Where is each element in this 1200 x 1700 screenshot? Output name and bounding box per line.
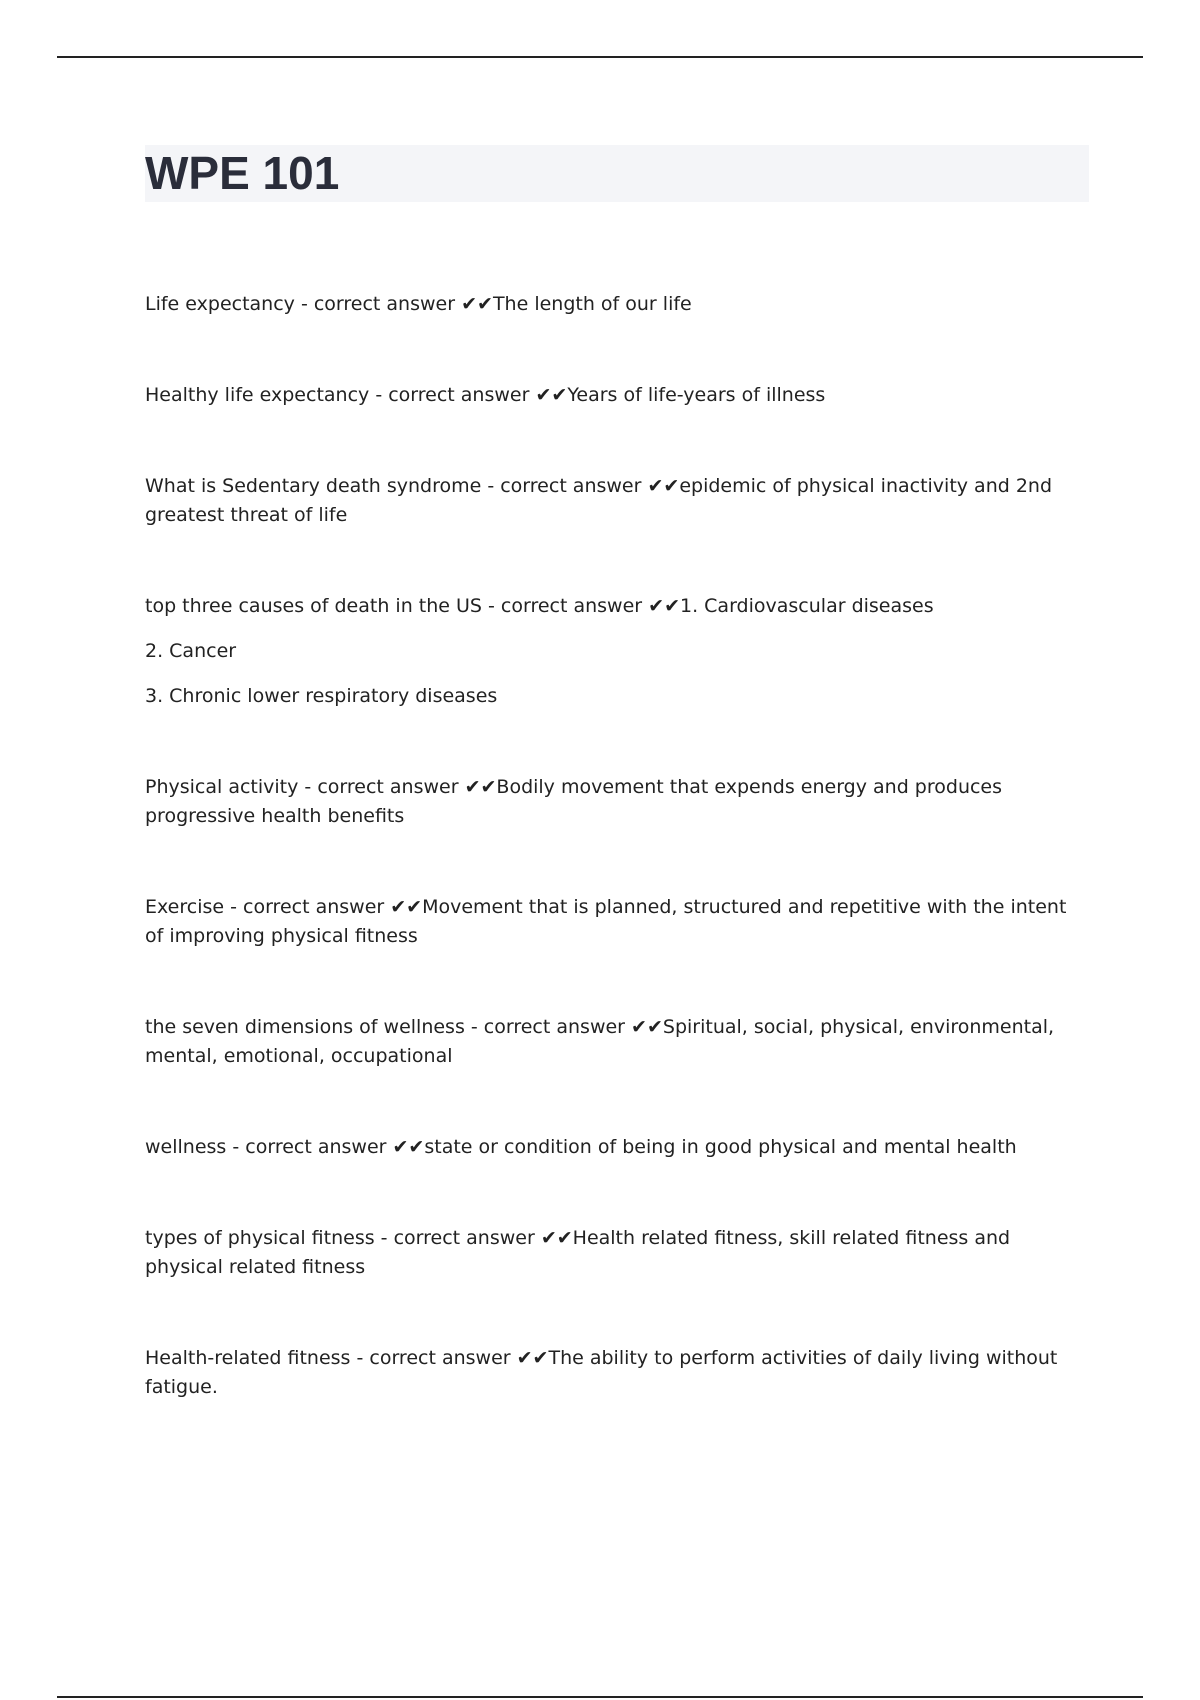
- qa-line: [145, 893, 1090, 951]
- qa-entry: [145, 472, 1090, 530]
- qa-line: [145, 1344, 1090, 1402]
- qa-answer-marker: correct answer: [369, 1347, 511, 1369]
- qa-term: the seven dimensions of wellness: [145, 1016, 465, 1038]
- qa-separator: -: [226, 1136, 246, 1158]
- qa-answer: Spiritual, social, physical, environmental, mental, emotional, occupational: [145, 1016, 1055, 1067]
- qa-term: top three causes of death in the US: [145, 595, 482, 617]
- qa-answer: epidemic of physical inactivity and 2nd greatest threat of life: [145, 475, 1053, 526]
- qa-line: [145, 1133, 1090, 1162]
- check-icon: ✔✔: [648, 595, 680, 617]
- check-icon: ✔✔: [390, 896, 423, 918]
- check-icon: ✔✔: [464, 776, 497, 798]
- check-icon: ✔✔: [540, 1227, 573, 1249]
- qa-term: wellness: [145, 1136, 227, 1158]
- qa-line: [145, 290, 1090, 319]
- qa-answer-marker: correct answer: [313, 293, 456, 315]
- qa-separator: -: [350, 1347, 370, 1369]
- check-icon: ✔✔: [516, 1347, 549, 1369]
- qa-separator: -: [481, 595, 501, 617]
- qa-term: Exercise: [145, 896, 225, 918]
- check-icon: ✔✔: [392, 1136, 425, 1158]
- qa-answer-marker: correct answer: [245, 1136, 387, 1158]
- check-icon: ✔✔: [631, 1016, 663, 1038]
- qa-entry: [145, 1344, 1090, 1402]
- qa-term: Life expectancy: [145, 293, 295, 315]
- top-rule: [57, 56, 1143, 58]
- qa-extra-line: 3. Chronic lower respiratory diseases: [145, 685, 498, 707]
- qa-extra-line: 2. Cancer: [145, 640, 237, 662]
- qa-line: [145, 773, 1090, 831]
- qa-separator: -: [224, 896, 243, 918]
- check-icon: ✔✔: [461, 293, 493, 315]
- qa-separator: -: [369, 384, 389, 406]
- qa-entry: [145, 1224, 1090, 1282]
- qa-answer: Bodily movement that expends energy and produces progressive health benefits: [145, 776, 1003, 827]
- qa-entry: [145, 381, 1090, 410]
- qa-answer-marker: correct answer: [393, 1227, 535, 1249]
- qa-separator: -: [374, 1227, 394, 1249]
- qa-answer: Years of life-years of illness: [567, 384, 826, 406]
- qa-list: [145, 290, 1090, 1464]
- qa-entry: [145, 893, 1090, 951]
- qa-term: types of physical fitness: [145, 1227, 375, 1249]
- qa-entry: [145, 592, 1090, 711]
- qa-answer: 1. Cardiovascular diseases: [680, 595, 934, 617]
- qa-answer-marker: correct answer: [500, 475, 642, 497]
- qa-answer-marker: correct answer: [243, 896, 385, 918]
- qa-separator: -: [464, 1016, 484, 1038]
- qa-answer: Health related fitness, skill related fitness and physical related fitness: [145, 1227, 1011, 1278]
- qa-answer-marker: correct answer: [483, 1016, 625, 1038]
- qa-line: [145, 381, 1090, 410]
- qa-entry: [145, 1013, 1090, 1071]
- qa-entry: [145, 773, 1090, 831]
- qa-separator: -: [294, 293, 314, 315]
- qa-entry: [145, 290, 1090, 319]
- qa-term: What is Sedentary death syndrome: [145, 475, 482, 497]
- qa-answer-marker: correct answer: [388, 384, 530, 406]
- qa-answer: state or condition of being in good physical and mental health: [424, 1136, 1017, 1158]
- qa-term: Healthy life expectancy: [145, 384, 370, 406]
- qa-line: [145, 592, 1090, 621]
- bottom-rule: [57, 1696, 1143, 1698]
- qa-answer: Movement that is planned, structured and repetitive with the intent of improving physical fitness: [145, 896, 1067, 947]
- qa-answer-marker: correct answer: [500, 595, 643, 617]
- qa-answer: The ability to perform activities of daily living without fatigue.: [145, 1347, 1058, 1398]
- qa-term: Health-related fitness: [145, 1347, 351, 1369]
- qa-entry: [145, 1133, 1090, 1162]
- qa-answer: The length of our life: [492, 293, 692, 315]
- qa-term: Physical activity: [145, 776, 299, 798]
- qa-separator: -: [481, 475, 501, 497]
- page-title: WPE 101: [145, 147, 340, 199]
- qa-separator: -: [298, 776, 318, 798]
- check-icon: ✔✔: [535, 384, 568, 406]
- check-icon: ✔✔: [647, 475, 680, 497]
- qa-answer-marker: correct answer: [317, 776, 459, 798]
- qa-line: [145, 472, 1090, 530]
- qa-line: [145, 1224, 1090, 1282]
- qa-line: [145, 1013, 1090, 1071]
